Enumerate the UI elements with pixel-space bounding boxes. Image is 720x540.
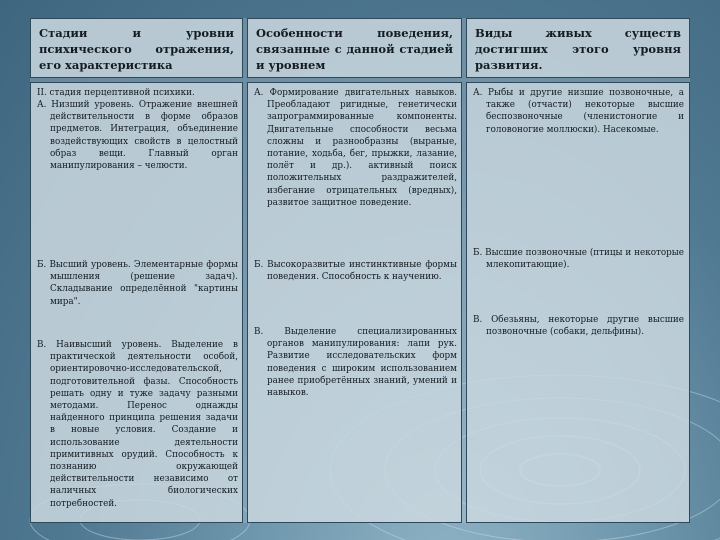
column-behavior (247, 18, 462, 523)
header-species (466, 18, 690, 78)
species-level-v: В. Обезьяны, некоторые другие высшие позвоночные (собаки, дельфины). (473, 315, 684, 338)
header-species-text: Виды живых существ достигших этого уровня развития. (475, 26, 681, 72)
cell-species (466, 82, 690, 523)
header-stages (30, 18, 243, 78)
stage-level-b: Б. Высший уровень. Элементарные формы мышления (решение задач). Складывание определённой "картины мира". (37, 260, 238, 307)
header-behavior-text: Особенности поведения, связанные с данной стадией и уровнем (256, 26, 453, 72)
stage-level-v: В. Наивысший уровень. Выделение в практической деятельности особой, ориентировочно-исследовательской, подготовительной фазы. Способность решать одну и туже задачу разными методами. Перенос однажды найденного принципа решения задачи в новые условия. Создание и использование деятельности примитивных орудий. Способность к познанию окружающей действительности независимо от наличных биологических потребностей. (37, 340, 238, 509)
comparison-table (30, 18, 690, 523)
stage-level-a: А. Низший уровень. Отражение внешней действительности в форме образов предметов. Интеграция, объединение воздействующих свойств в целостный образ вещи. Главный орган манипулирования – челюсти. (37, 100, 238, 172)
header-stages-text: Стадии и уровни психического отражения, его характеристика (39, 26, 234, 72)
column-stages (30, 18, 243, 523)
stage-title: II. стадия перцептивной психики. (37, 88, 195, 98)
header-behavior (247, 18, 462, 78)
behavior-level-b: Б. Высокоразвитые инстинктивные формы поведения. Способность к научению. (254, 260, 457, 283)
behavior-level-a: А. Формирование двигательных навыков. Преобладают ригидные, генетически запрограммированные компоненты. Двигательные способности весьма сложны и разнообразны (выраные, потание, ходьба, бег, прыжки, лазание, полёт и др.). активный поиск положительных раздражителей, избегание отрицательных (вредных), развитое защитное поведение. (254, 88, 457, 208)
column-species (466, 18, 690, 523)
cell-behavior (247, 82, 462, 523)
behavior-level-v: В. Выделение специализированных органов манипулирования: лапи рук. Развитие исследовательских форм поведения с широким использованием ранее приобретённых знаний, умений и навыков. (254, 327, 457, 399)
species-level-b: Б. Высшие позвоночные (птицы и некоторые млекопитающие). (473, 248, 684, 271)
species-level-a: А. Рыбы и другие низшие позвоночные, а также (отчасти) некоторые высшие беспозвоночные (членистоногие и головоногие моллюски). Насекомые. (473, 88, 684, 135)
cell-stages (30, 82, 243, 523)
